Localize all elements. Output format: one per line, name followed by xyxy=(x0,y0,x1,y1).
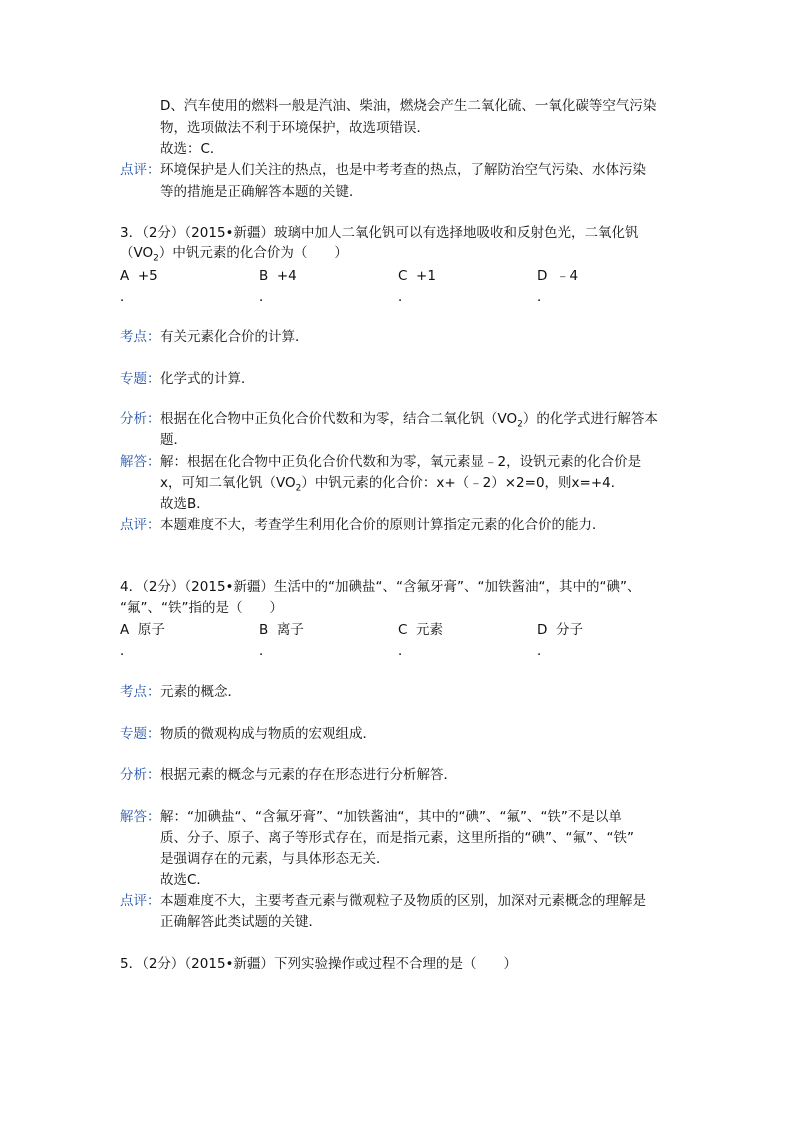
q4-stem-line2: “氟”、“铁”指的是（ ） xyxy=(120,600,283,616)
q5-stem: 5．（2分）（2015•新疆）下列实验操作或过程不合理的是（ ） xyxy=(120,956,517,972)
q3-option-a-dot: ． xyxy=(120,289,134,305)
q4-dianping-line2: 正确解答此类试题的关键． xyxy=(160,914,322,930)
q3-option-c-dot: ． xyxy=(398,289,412,305)
q3-option-d-dot: ． xyxy=(537,289,551,305)
q3-stem-line1: 3．（2分）（2015•新疆）玻璃中加人二氧化钒可以有选择地吸收和反射色光，二氧化钒 xyxy=(120,225,639,241)
q4-zhuanti-label: 专题： xyxy=(120,726,161,742)
q4-option-d: D 分子 xyxy=(537,622,583,638)
q3-dianping: 本题难度不大，考查学生利用化合价的原则计算指定元素的化合价的能力． xyxy=(160,517,606,533)
q4-option-c-dot: ． xyxy=(398,643,412,659)
q4-option-a-dot: ． xyxy=(120,643,134,659)
prev-comment-line1: 环境保护是人们关注的热点，也是中考考查的热点，了解防治空气污染、水体污染 xyxy=(160,162,646,178)
q4-dianping-label: 点评： xyxy=(120,893,161,909)
q4-option-d-dot: ． xyxy=(537,643,551,659)
q4-jieda-line2: 质、分子、原子、离子等形式存在，而是指元素，这里所指的“碘”、“氟”、“铁” xyxy=(160,830,634,846)
q3-option-b-dot: ． xyxy=(259,289,273,305)
q4-stem-line1: 4．（2分）（2015•新疆）生活中的“加碘盐“、“含氟牙膏”、“加铁酱油“，其中的“碘”、 xyxy=(120,579,641,595)
q4-option-b-dot: ． xyxy=(259,643,273,659)
q4-zhuanti: 物质的微观构成与物质的宏观组成． xyxy=(160,726,376,742)
q4-dianping-line1: 本题难度不大，主要考查元素与微观粒子及物质的区别，加深对元素概念的理解是 xyxy=(160,893,646,909)
q3-jieda-line1: 解：根据在化合物中正负化合价代数和为零，氧元素显﹣2，设钒元素的化合价是 xyxy=(160,454,642,470)
q3-zhuanti: 化学式的计算． xyxy=(160,371,255,387)
q3-option-d: D ﹣4 xyxy=(537,268,579,284)
q3-jieda-line2: x，可知二氧化钒$(VO_2)$中钒元素的化合价：x+（﹣2）×2=0，则x=+4． xyxy=(160,475,625,494)
q3-fenxi-line1: 根据在化合物中正负化合价代数和为零，结合二氧化钒$(VO_2)$的化学式进行解答本 xyxy=(160,411,658,430)
prev-option-d-line1: D、汽车使用的燃料一般是汽油、柴油，燃烧会产生二氧化硫、一氧化碳等空气污染 xyxy=(160,98,657,114)
q4-jieda-label: 解答： xyxy=(120,809,161,825)
prev-comment-label: 点评： xyxy=(120,162,161,178)
prev-option-d-line2: 物，选项做法不利于环境保护，故选项错误． xyxy=(160,120,430,136)
q4-kaodian-label: 考点： xyxy=(120,684,161,700)
q3-option-a: A +5 xyxy=(120,268,158,284)
q3-kaodian: 有关元素化合价的计算． xyxy=(160,329,309,345)
q3-fenxi-line2: 题． xyxy=(160,432,187,448)
q3-option-c: C +1 xyxy=(398,268,436,284)
prev-answer: 故选：C． xyxy=(160,141,224,157)
q4-fenxi-label: 分析： xyxy=(120,767,161,783)
q3-dianping-label: 点评： xyxy=(120,517,161,533)
q3-kaodian-label: 考点： xyxy=(120,329,161,345)
q4-jieda-line1: 解：“加碘盐“、“含氟牙膏”、“加铁酱油“，其中的“碘”、“氟”、“铁”不是以单 xyxy=(160,809,622,825)
q4-option-b: B 离子 xyxy=(259,622,304,638)
q3-jieda-line3: 故选B． xyxy=(160,496,210,512)
q4-jieda-line3: 是强调存在的元素，与具体形态无关． xyxy=(160,851,390,867)
q4-fenxi: 根据元素的概念与元素的存在形态进行分析解答． xyxy=(160,767,457,783)
q3-jieda-label: 解答： xyxy=(120,454,161,470)
prev-comment-line2: 等的措施是正确解答本题的关键． xyxy=(160,184,363,200)
q4-jieda-line4: 故选C． xyxy=(160,872,210,888)
q3-zhuanti-label: 专题： xyxy=(120,371,161,387)
q3-stem-line2: $(VO_2)$中钒元素的化合价为（ ） xyxy=(120,245,348,264)
q4-option-c: C 元素 xyxy=(398,622,444,638)
q3-option-b: B +4 xyxy=(259,268,297,284)
q4-kaodian: 元素的概念． xyxy=(160,684,241,700)
q4-option-a: A 原子 xyxy=(120,622,165,638)
q3-fenxi-label: 分析： xyxy=(120,411,161,427)
